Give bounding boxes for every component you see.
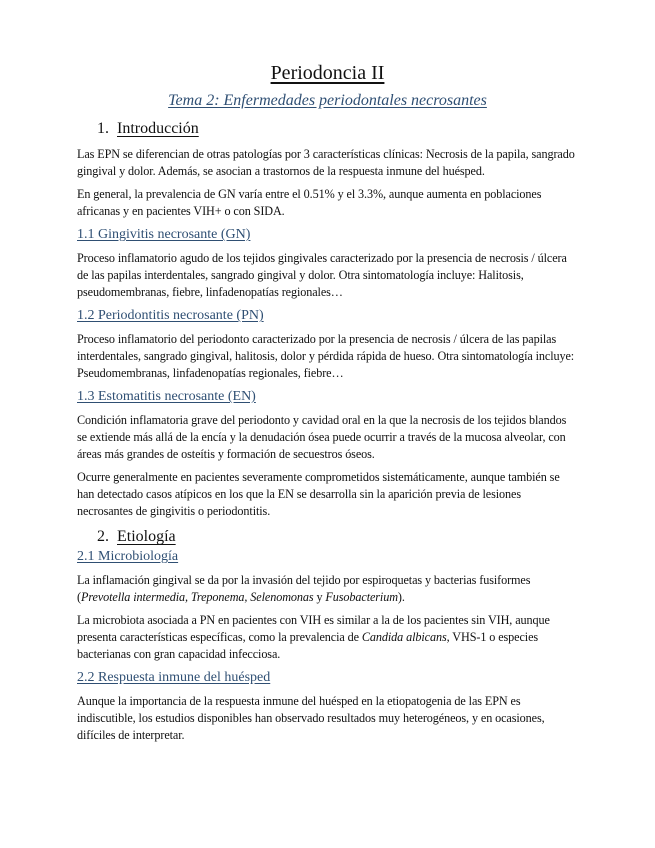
paragraph: Proceso inflamatorio del periodonto caracterizado por la presencia de necrosis / úlcera de las papilas interdentales, sangrado gingival, halitosis, dolor y pérdida rápida de hueso. Otra sintomatología incluye: Pseudomembranas, linfadenopatías regionales, fiebre… (77, 332, 575, 380)
subsection-heading-microbiologia: 2.1 Microbiología (77, 549, 179, 564)
species-name: Candida albicans (361, 630, 447, 644)
text-run: , VHS-1 o especies bacterianas con gran capacidad infecciosa. (77, 630, 539, 661)
document-body (77, 118, 577, 744)
section-heading-etiologia (77, 526, 577, 548)
section-title: Introducción (117, 120, 199, 137)
text-run: ). (397, 590, 405, 604)
section-title: Etiología (117, 528, 176, 545)
paragraph: Condición inflamatoria grave del periodonto y cavidad oral en la que la necrosis de los tejidos blandos se extiende más allá de la encía y la denudación ósea puede ocurrir a través de la mucosa alveolar, con áreas más grandes de osteítis y formación de secuestros óseos. (77, 413, 567, 461)
species-name: Fusobacterium (325, 590, 398, 604)
document-subtitle: Tema 2: Enfermedades periodontales necrosantes (168, 92, 487, 109)
subsection-heading-periodontitis: 1.2 Periodontitis necrosante (PN) (77, 308, 264, 323)
paragraph: En general, la prevalencia de GN varía entre el 0.51% y el 3.3%, aunque aumenta en poblaciones africanas y en pacientes VIH+ o con SIDA. (77, 187, 542, 218)
text-run: La microbiota asociada a PN en pacientes con VIH es similar a la de los pacientes sin VIH, aunque presenta características específicas, como la prevalencia de (77, 613, 550, 644)
paragraph: Aunque la importancia de la respuesta inmune del huésped en la etiopatogenia de las EPN es indiscutible, los estudios disponibles han observado resultados muy heterogéneos, y en ocasiones, difíciles de interpretar. (77, 694, 545, 742)
species-names: Prevotella intermedia, Treponema, Selenomonas (80, 590, 314, 604)
paragraph (77, 572, 577, 606)
subsection-heading-gingivitis: 1.1 Gingivitis necrosante (GN) (77, 227, 251, 242)
section-heading-introduccion (77, 118, 577, 140)
subsection-heading-estomatitis: 1.3 Estomatitis necrosante (EN) (77, 389, 256, 404)
paragraph: Ocurre generalmente en pacientes severamente comprometidos sistemáticamente, aunque también se han detectado casos atípicos en los que la EN se desarrolla sin la aparición previa de lesiones necrosantes de gingivitis o periodontitis. (77, 470, 560, 518)
text-run: y (313, 590, 326, 604)
subsection-heading-respuesta-inmune: 2.2 Respuesta inmune del huésped (77, 670, 271, 685)
section-number: 1. (97, 120, 109, 137)
document-title: Periodoncia II (270, 62, 385, 84)
text-run: La inflamación gingival se da por la invasión del tejido por espiroquetas y bacterias fusiformes ( (77, 573, 531, 604)
paragraph: Las EPN se diferencian de otras patologías por 3 características clínicas: Necrosis de la papila, sangrado gingival y dolor. Además, se asocian a trastornos de la respuesta inmune del huésped. (77, 147, 575, 178)
paragraph: Proceso inflamatorio agudo de los tejidos gingivales caracterizado por la presencia de necrosis / úlcera de las papilas interdentales, sangrado gingival y dolor. Otra sintomatología incluye: Halitosis, pseudomembranas, fiebre, linfadenopatías regionales… (77, 251, 567, 299)
paragraph (77, 612, 577, 663)
section-number: 2. (97, 528, 109, 545)
